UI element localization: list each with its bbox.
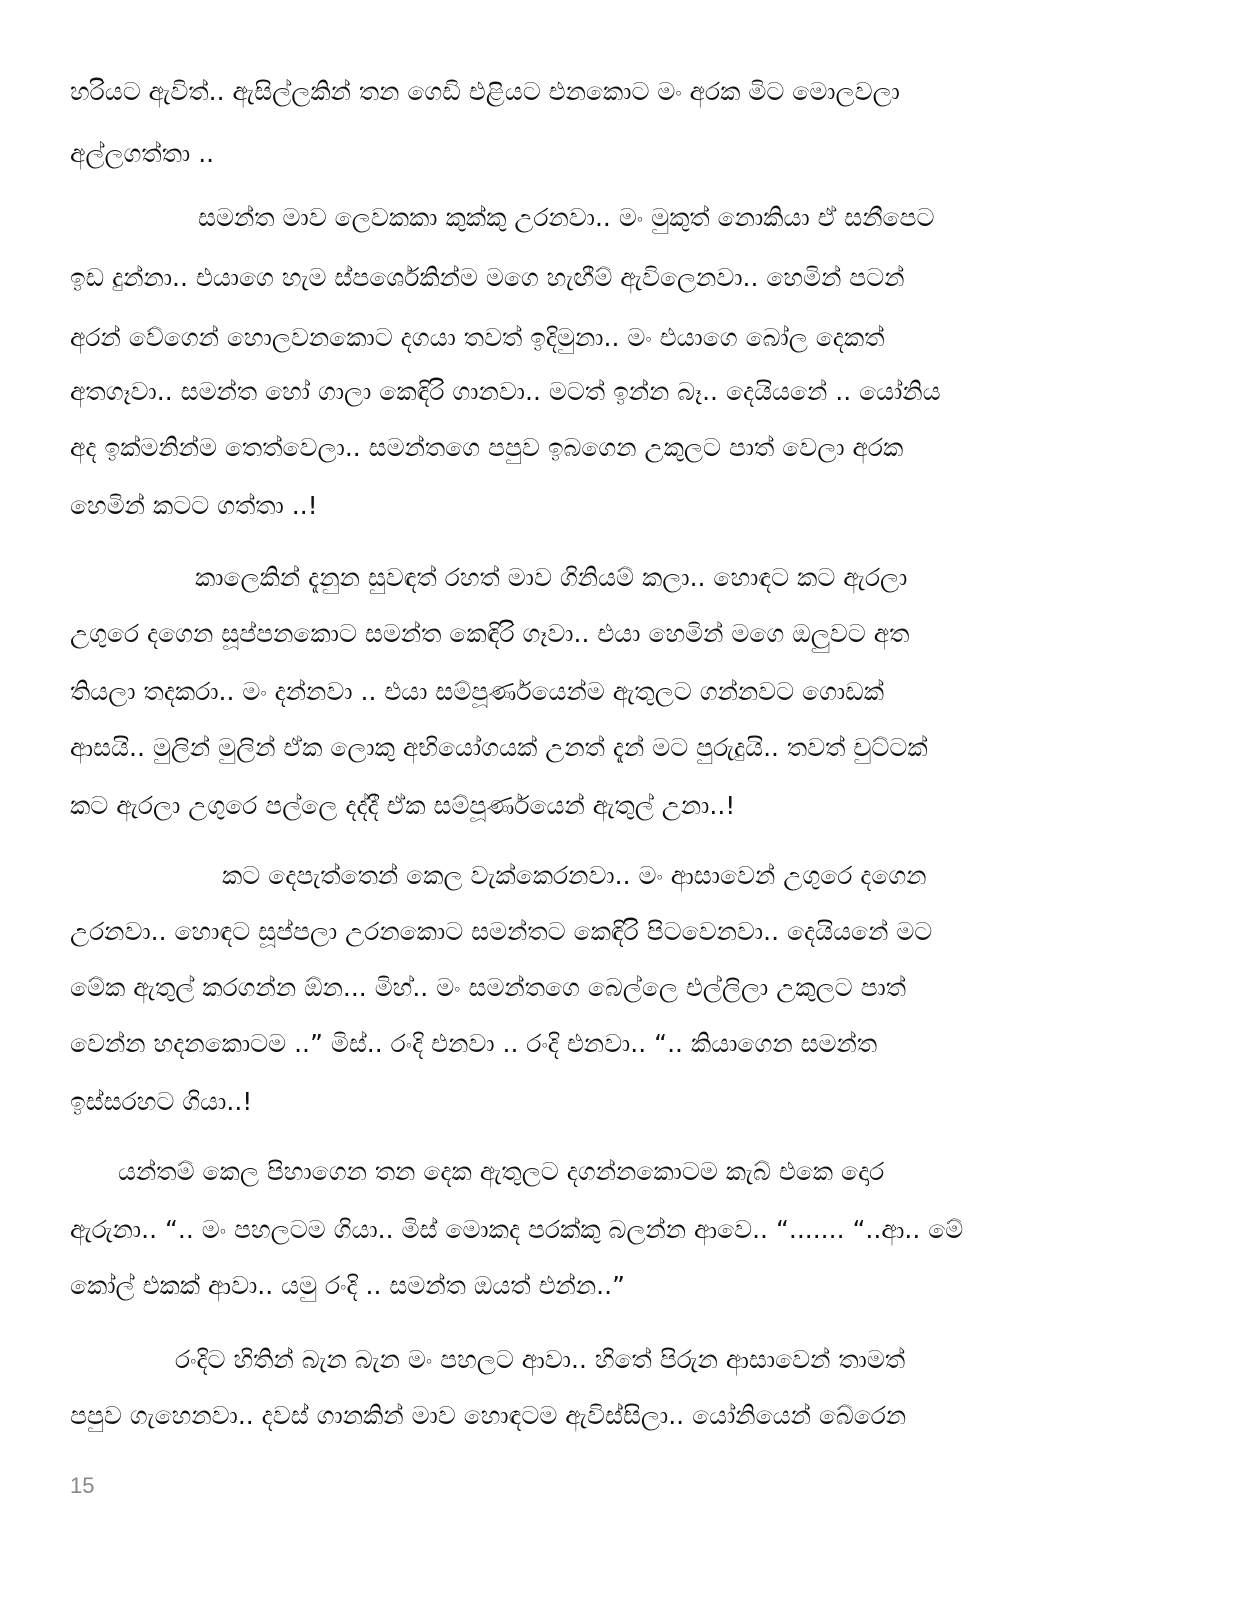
paragraph-2-line-6: හෙමින් කටට ගත්තා ..! (70, 491, 318, 520)
paragraph-5-line-2: ඇරුනා.. “.. මං පහලටම ගියා.. මිස් මොකද පරක්කු බලන්න ආවෙ.. “....... “..ආ.. මේ (70, 1215, 964, 1244)
paragraph-5-line-1: යන්තම් කෙල පිහාගෙන තන දෙක ඇතුලට දගන්නකොටම කැබ් එකෙ දොර (118, 1157, 885, 1186)
page-number: 15 (70, 1473, 95, 1498)
paragraph-3-line-3: තියලා තදකරා.. මං දන්නවා .. එයා සම්පූර්ණයෙන්ම ඇතුලට ගන්නවට ගොඩක් (70, 677, 885, 706)
paragraph-2-line-2: ඉඩ දුන්නා.. එයාගෙ හැම ස්පර්ශෙකින්ම මගෙ හැඟීම් ඇවිලෙනවා.. හෙමින් පටන් (70, 263, 905, 292)
paragraph-2-line-4: අතගෑවා.. සමන්ත හෝ ගාලා කෙඳිරි ගානවා.. මටත් ඉන්න බෑ.. දෙයියනේ .. යෝනිය (70, 377, 941, 406)
paragraph-4-line-4: වෙන්න හදනකොටම ..” මිස්.. රංදි එනවා .. රංදි එනවා.. “.. කියාගෙන සමන්ත (70, 1029, 878, 1058)
paragraph-1-line-1: හරියට ඇවිත්.. ඇසිල්ලකින් තන ගෙඩි එළියට එනකොට මං අරක මිට මොලවලා (70, 77, 900, 106)
paragraph-2-line-3: අරන් වේගෙන් හොලවනකොට දගයා තවත් ඉදිමුනා.. මං එයාගෙ බෝල දෙකත් (70, 323, 885, 352)
paragraph-2-line-5: අද ඉක්මනින්ම තෙත්වෙලා.. සමන්තගෙ පපුව ඉබගෙන උකුලට පාත් වෙලා අරක (70, 433, 904, 462)
paragraph-4-line-2: උරනවා.. හොඳට සූප්පලා උරනකොට සමන්තට කෙඳිරි පිටවෙනවා.. දෙයියනේ මට (70, 917, 933, 946)
paragraph-6-line-2: පපුව ගැහෙනවා.. දවස් ගානකින් මාව හොඳටම ඇවිස්සිලා.. යෝනියෙන් බේරෙන (70, 1401, 907, 1430)
paragraph-3-line-4: ආසයි.. මුලින් මුලින් ඒක ලොකු අභියෝගයක් උනත් දැන් මට පුරුදුයි.. තවත් චුට්ටක් (70, 733, 928, 762)
paragraph-4-line-3: මේක ඇතුල් කරගන්න ඕන... මිහ්.. මං සමන්තගෙ බෙල්ලෙ එල්ලිලා උකුලට පාත් (70, 973, 907, 1002)
paragraph-4-line-1: කට දෙපැත්තෙන් කෙල වැක්කෙරනවා.. මං ආසාවෙන් උගුරෙ දගෙන (222, 861, 927, 890)
paragraph-2-line-1: සමන්ත මාව ලෙවකකා කුක්කු උරනවා.. මං මුකුත් නොකියා ඒ සනීපෙට (198, 203, 935, 232)
paragraph-6-line-1: රංදිට හිතින් බැන බැන මං පහලට ආවා.. හිතේ පිරුන ආසාවෙන් තාමත් (175, 1345, 906, 1374)
paragraph-1-line-2: අල්ලගත්තා .. (70, 139, 215, 168)
paragraph-3-line-5: කට ඇරලා උගුරෙ පල්ලෙ දද්දී ඒක සම්පූර්ණයෙන් ඇතුල් උනා..! (70, 791, 736, 820)
paragraph-5-line-3: කෝල් එකක් ආවා.. යමු රංදි .. සමන්ත ඔයත් එන්න..” (70, 1271, 625, 1300)
paragraph-4-line-5: ඉස්සරහට ගියා..! (70, 1087, 253, 1116)
paragraph-3-line-1: කාලෙකින් දැනුන සුවඳත් රහත් මාව ගිනියම් කලා.. හොඳට කට ඇරලා (195, 563, 908, 592)
paragraph-3-line-2: උගුරෙ දගෙන සූප්පනකොට සමන්ත කෙඳිරි ගෑවා.. එයා හෙමින් මගෙ ඔලුවට අත (70, 619, 910, 648)
